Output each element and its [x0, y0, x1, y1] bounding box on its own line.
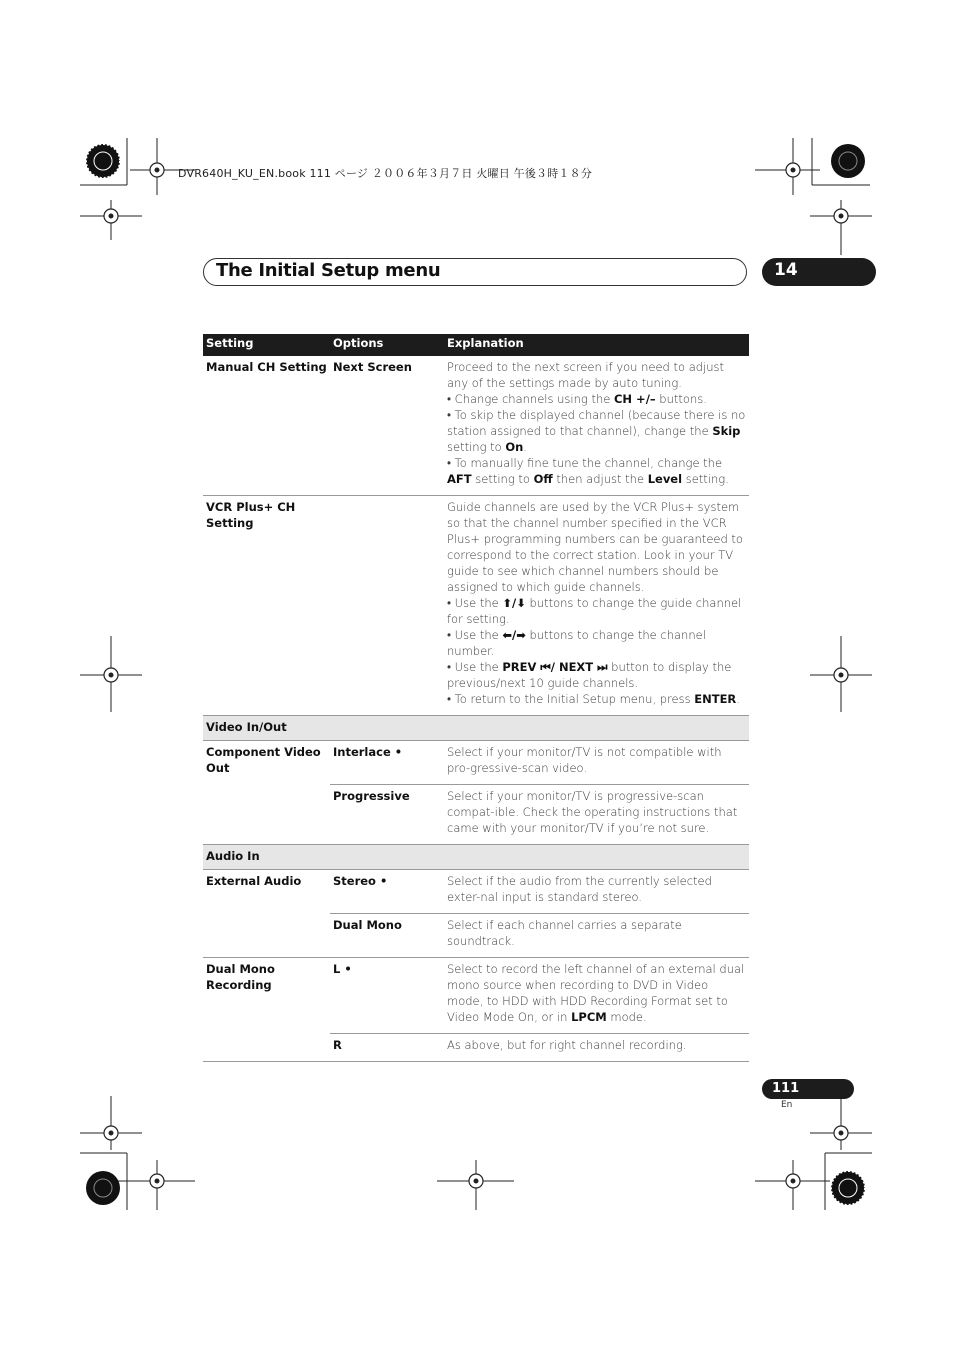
print-info: DVR640H_KU_EN.book 111 ページ ２００６年３月７日 火曜日 午後３時１８分 — [178, 167, 593, 180]
option-name: Next Screen — [330, 356, 444, 496]
option-name: Dual Mono — [333, 918, 402, 932]
option-name: R — [330, 1034, 444, 1062]
explanation-text: Proceed to the next screen if you need to adjust any of the settings made by auto tuning. — [447, 360, 725, 390]
arrow-left-right-icon: ⬅/➡ — [502, 628, 526, 642]
table-row — [203, 356, 749, 496]
setting-name: VCR Plus+ CH Setting — [203, 496, 330, 716]
option-name — [330, 496, 444, 716]
explanation: As above, but for right channel recording. — [444, 1034, 749, 1062]
explanation: Select to record the left channel of an external dual mono source when recording to DVD in Video mode, to HDD with HDD Recording Format set to Video Mode On, or in LPCM mode. — [444, 958, 749, 1034]
page-number-badge — [762, 1079, 854, 1099]
table-row — [203, 870, 749, 914]
option-name: Stereo • — [330, 870, 444, 914]
page-title-box — [203, 258, 747, 286]
settings-table — [203, 334, 749, 1062]
option-name: L • — [330, 958, 444, 1034]
table-row — [203, 496, 749, 716]
explanation: Select if your monitor/TV is progressive-scan compat-ible. Check the operating instructions that came with your monitor/TV if you’re not sure. — [447, 789, 738, 835]
prev-next-key-label: PREV ⏮/ NEXT ⏭ — [502, 660, 608, 674]
section-title: Audio In — [203, 845, 749, 870]
table-header-row — [203, 334, 749, 356]
table-row — [203, 741, 749, 785]
column-header: Setting — [203, 334, 330, 356]
explanation: Select if each channel carries a separate soundtrack. — [447, 918, 682, 948]
section-row-video — [203, 716, 749, 741]
key-label: Skip — [712, 424, 741, 438]
key-label: CH +/– — [613, 392, 656, 406]
chapter-badge — [762, 258, 876, 286]
section-title: Video In/Out — [203, 716, 749, 741]
column-header: Explanation — [444, 334, 749, 356]
option-name: Interlace • — [330, 741, 444, 785]
setting-name: Dual Mono Recording — [203, 958, 330, 1062]
column-header: Options — [330, 334, 444, 356]
setting-name: External Audio — [206, 874, 302, 888]
page-language: En — [781, 1100, 793, 1110]
explanation: Guide channels are used by the VCR Plus+ system so that the channel number specified in the VCR Plus+ programming numbers can be guaranteed to correspond to the correct station. Look in your TV guide to see which channel numbers should be assigned to which guide channels. • Use the ⬆/⬇ buttons to change the guide channel for setting. • Use the ⬅/➡ buttons to change the channel number. • Use the PREV ⏮/ NEXT ⏭ button to display the previous/next 10 guide channels. • To return to the Initial Setup menu, press ENTER. — [444, 496, 749, 716]
explanation: Proceed to the next screen if you need to adjust any of the settings made by auto tuning. • Change channels using the CH +/– buttons. • To skip the displayed channel (because there is no station assigned to that channel), change the Skip setting to On. • To manually fine tune the channel, change the AFT setting to Off then adjust the Level setting. — [444, 356, 749, 496]
chapter-number: 14 — [774, 260, 798, 280]
key-label: ENTER — [694, 692, 737, 706]
table-row — [203, 958, 749, 1034]
key-label: AFT — [447, 472, 472, 486]
explanation: Select if your monitor/TV is not compatible with pro-gressive-scan video. — [444, 741, 749, 785]
setting-name: Component Video Out — [203, 741, 330, 845]
option-name: Progressive — [333, 789, 410, 803]
section-row-audio — [203, 845, 749, 870]
explanation: Select if the audio from the currently selected exter-nal input is standard stereo. — [444, 870, 749, 914]
explanation-text: Guide channels are used by the VCR Plus+ system so that the channel number specified in the VCR Plus+ programming numbers can be guaranteed to correspond to the correct station. Look in your TV guide to see which channel numbers should be assigned to which guide channels. — [447, 500, 743, 594]
page-number: 111 — [772, 1081, 800, 1096]
arrow-up-down-icon: ⬆/⬇ — [502, 596, 526, 610]
page-title: The Initial Setup menu — [216, 260, 441, 281]
setting-name: Manual CH Setting — [203, 356, 330, 496]
key-label: LPCM — [571, 1010, 607, 1024]
